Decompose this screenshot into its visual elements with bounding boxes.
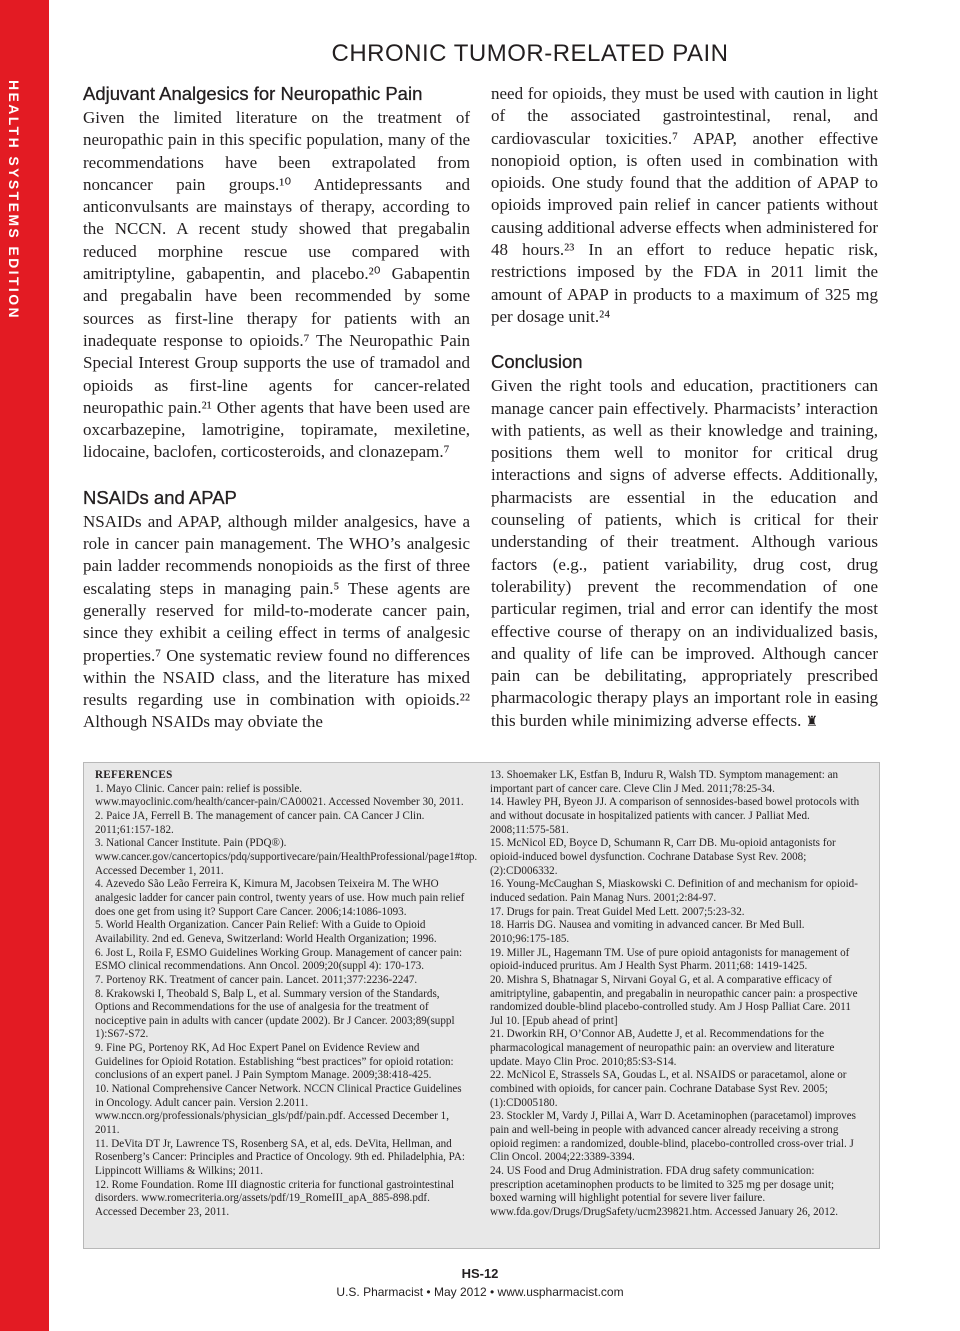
reference-item: 8. Krakowski I, Theobald S, Balp L, et al. Summary version of the Standards, Options and Recommendations for the use of analgesia for the treatment of nociceptive pain in adults with cancer (update 2002). Br J Cancer. 2003;89(suppl 1):S67-S72. — [95, 987, 455, 1041]
left-column — [83, 83, 470, 734]
paragraph-nsaids-continued: need for opioids, they must be used with caution in light of the associated gastrointestinal, renal, and cardiovascular toxicities.⁷ APAP, another effective nonopioid option, is often used in combination with opioids. One study found that the addition of APAP to opioids improved pain relief in cancer patients without causing additional adverse effects when administered for 48 hours.²³ In an effort to reduce hepatic risk, restrictions imposed by the FDA in 2011 limit the amount of APAP in products to a maximum of 325 mg per dosage unit.²⁴ — [491, 84, 878, 326]
reference-item: 19. Miller JL, Hagemann TM. Use of pure opioid antagonists for management of opioid-induced pruritus. Am J Health Syst Pharm. 2011;68: 1419-1425. — [490, 946, 850, 973]
reference-item: 14. Hawley PH, Byeon JJ. A comparison of sennosides-based bowel protocols with and without docusate in hospitalized patients with cancer. J Palliat Med. 2008;11:575-581. — [490, 796, 860, 836]
page-number: HS-12 — [461, 1266, 499, 1281]
references-right-column — [490, 769, 862, 1220]
reference-item: 1. Mayo Clinic. Cancer pain: relief is possible. www.mayoclinic.com/health/cancer-pain/CA00021. Accessed November 30, 2011. — [95, 782, 464, 809]
paragraph-adjuvant: Given the limited literature on the treatment of neuropathic pain in this specific population, many of the recommendations have been extrapolated from noncancer pain groups.¹⁰ Antidepressants and anticonvulsants are mainstays of therapy, according to the NCCN. A recent study showed that pregabalin reduced morphine rescue use compared with amitriptyline, gabapentin, and placebo.²⁰ Gabapentin and pregabalin have been recommended by some sources as first-line therapy for patients with an inadequate response to opioids.⁷ The Neuropathic Pain Special Interest Group supports the use of tramadol and opioids as first-line agents for cancer-related neuropathic pain.²¹ Other agents that have been used are oxcarbazepine, lamotrigine, topiramate, mexiletine, lidocaine, baclofen, corticosteroids, and clonazepam.⁷ — [83, 108, 470, 462]
references-box — [83, 762, 880, 1249]
reference-item: 16. Young-McCaughan S, Miaskowski C. Definition of and mechanism for opioid-induced sedation. Pain Manag Nurs. 2001;2:84-97. — [490, 878, 858, 904]
paragraph-nsaids: NSAIDs and APAP, although milder analgesics, have a role in cancer pain management. The WHO’s analgesic pain ladder recommends nonopioids as the first of three escalating steps in managing pain.⁵ These agents are generally reserved for mild-to-moderate cancer pain, since they exhibit a ceiling effect in terms of analgesic properties.⁷ One systematic review found no differences within the NSAID class, and the literature has mixed results regarding use in combination with opioids.²² Although NSAIDs may obviate the — [83, 511, 470, 732]
reference-item: 6. Jost L, Roila F, ESMO Guidelines Working Group. Management of cancer pain: ESMO clinical recommendations. Ann Oncol. 2009;20(suppl 4): 170-173. — [95, 946, 463, 973]
section-heading-adjuvant: Adjuvant Analgesics for Neuropathic Pain — [83, 83, 423, 104]
section-sidebar — [0, 0, 49, 1331]
reference-item: 2. Paice JA, Ferrell B. The management of cancer pain. CA Cancer J Clin. 2011;61:157-182. — [95, 809, 425, 836]
references-left-column — [95, 769, 478, 1220]
reference-item: 17. Drugs for pain. Treat Guidel Med Lett. 2007;5:23-32. — [490, 905, 745, 918]
reference-item: 23. Stockler M, Vardy J, Pillai A, Warr D. Acetaminophen (paracetamol) improves pain and well-being in people with advanced cancer already receiving a strong opioid regimen: a randomized, double-blind, placebo-controlled cross-over trial. J Clin Oncol. 2004;22:3389-3394. — [490, 1110, 856, 1164]
reference-item: 15. McNicol ED, Boyce D, Schumann R, Carr DB. Mu-opioid antagonists for opioid-induced bowel dysfunction. Cochrane Database Syst Rev. 2008;(2):CD006332. — [490, 837, 836, 877]
conclusion-text: Given the right tools and education, practitioners can manage cancer pain effectively. Pharmacists’ interaction with patients, as well as their knowledge and training, positions them well to monitor for critical drug interactions and signs of adverse effects. Additionally, pharmacists are essential in the education and counseling of patients, which is critical for their understanding of their treatment. Although various factors (e.g., patient variability, drug cost, drug tolerability) prevent the recommendation of one particular regimen, trial and error can identify the most effective course of therapy on an individualized basis, and quality of life can be improved. Although cancer pain can be debilitating, appropriately prescribed pharmacologic therapy plays an important role in easing this burden while minimizing adverse effects. — [491, 376, 878, 730]
reference-item: 11. DeVita DT Jr, Lawrence TS, Rosenberg SA, et al, eds. DeVita, Hellman, and Rosenberg’s Cancer: Principles and Practice of Oncology. 9th ed. Philadelphia, PA: Lippincott Williams & Wilkins; 2011. — [95, 1137, 465, 1178]
reference-item: 3. National Cancer Institute. Pain (PDQ®). www.cancer.gov/cancertopics/pdq/supportivecare/pain/HealthProfessional/page1#top. Accessed December 1, 2011. — [95, 837, 478, 877]
footer-credit: U.S. Pharmacist • May 2012 • www.uspharmacist.com — [336, 1285, 624, 1299]
reference-item: 9. Fine PG, Portenoy RK, Ad Hoc Expert Panel on Evidence Review and Guidelines for Opioid Rotation. Establishing “best practices” for opioid rotation: conclusions of an expert panel. J Pain Symptom Manage. 2009;38:418-425. — [95, 1042, 454, 1082]
end-mark-icon: ♜ — [805, 714, 819, 730]
reference-item: 5. World Health Organization. Cancer Pain Relief: With a Guide to Opioid Availability. 2nd ed. Geneva, Switzerland: World Health Organization; 1996. — [95, 919, 437, 945]
references-title: REFERENCES — [95, 769, 173, 781]
reference-item: 13. Shoemaker LK, Estfan B, Induru R, Walsh TD. Symptom management: an important part of cancer care. Cleve Clin J Med. 2011;78:25-34. — [490, 769, 839, 795]
reference-item: 18. Harris DG. Nausea and vomiting in advanced cancer. Br Med Bull. 2010;96:175-185. — [490, 919, 805, 945]
running-head: CHRONIC TUMOR-RELATED PAIN — [331, 40, 729, 67]
reference-item: 10. National Comprehensive Cancer Network. NCCN Clinical Practice Guidelines in Oncology. Adult cancer pain. Version 2.2011. www.nccn.org/professionals/physician_gls/pdf/pain.pdf. Accessed December 1, 2011. — [95, 1083, 462, 1137]
section-heading-conclusion: Conclusion — [491, 351, 583, 373]
section-heading-nsaids: NSAIDs and APAP — [83, 486, 237, 508]
reference-item: 22. McNicol E, Strassels SA, Goudas L, et al. NSAIDS or paracetamol, alone or combined with opioids, for cancer pain. Cochrane Database Syst Rev. 2005;(1):CD005180. — [490, 1069, 847, 1109]
reference-item: 12. Rome Foundation. Rome III diagnostic criteria for functional gastrointestinal disorders. www.romecriteria.org/assets/pdf/19_RomeIII_apA_885-898.pdf. Accessed December 23, 2011. — [95, 1178, 454, 1218]
paragraph-conclusion — [491, 375, 878, 734]
reference-item: 24. US Food and Drug Administration. FDA drug safety communication: prescription acetaminophen products to be limited to 325 mg per dosage unit; boxed warning will highlight potential for severe liver failure. www.fda.gov/Drugs/DrugSafety/ucm239821.htm. Accessed January 26, 2012. — [490, 1165, 839, 1218]
reference-item: 7. Portenoy RK. Treatment of cancer pain. Lancet. 2011;377:2236-2247. — [95, 973, 418, 986]
sidebar-label: HEALTH SYSTEMS EDITION — [6, 80, 22, 320]
reference-item: 21. Dworkin RH, O’Connor AB, Audette J, et al. Recommendations for the pharmacological management of neuropathic pain: an overview and literature update. Mayo Clin Proc. 2010;85:S3-S14. — [490, 1028, 835, 1068]
reference-item: 20. Mishra S, Bhatnagar S, Nirvani Goyal G, et al. A comparative efficacy of amitriptyline, gabapentin, and pregabalin in neuropathic cancer pain: a prospective randomized double-blind placebo-controlled study. Am J Hosp Palliat Care. 2011 Jul 10. [Epub ahead of print] — [490, 973, 858, 1027]
right-column — [491, 83, 878, 734]
reference-item: 4. Azevedo São Leão Ferreira K, Kimura M, Jacobsen Teixeira M. The WHO analgesic ladder for cancer pain control, twenty years of use. How much pain relief does one get from using it? Support Care Cancer. 2006;14:1086-1093. — [95, 878, 465, 918]
